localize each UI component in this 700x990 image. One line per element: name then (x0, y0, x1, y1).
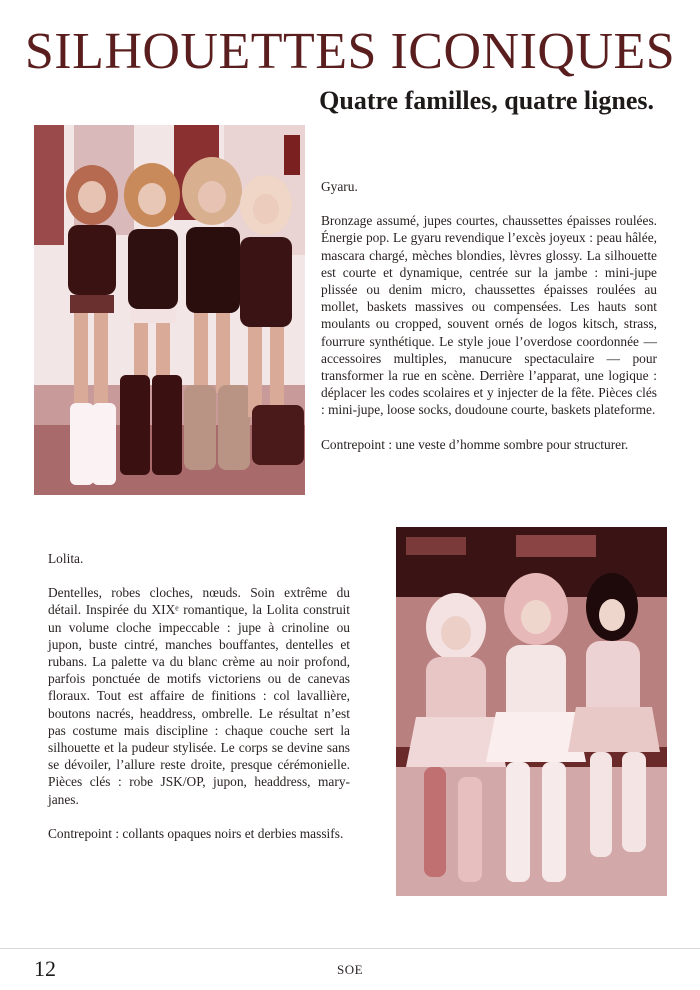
lolita-photo-illustration (396, 527, 667, 896)
gyaru-body: Bronzage assumé, jupes courtes, chaussettes épaisses roulées. Énergie pop. Le gyaru revendique l’excès joyeux : peau hâlée, mascara chargé, mèches blondies, lèvres glossy. La silhouette est courte et dynamique, centrée sur la jambe : mini-jupe plissée ou denim micro, chaussettes épaisses roulées au mollet, baskets massives ou compensées. Les hauts sont moulants ou cropped, souvent ornés de logos kitsch, strass, fourrure synthétique. Le style joue l’overdose coordonnée — accessoires multiples, manucure spectaculaire — pour transformer la rue en scène. Derrière l’apparat, une logique : déplacer les codes scolaires et y injecter de la fête. Pièces clés : mini-jupe, loose socks, doudoune courte, baskets plateforme. (321, 213, 657, 418)
footer-divider (0, 948, 700, 949)
gyaru-text-column (321, 178, 657, 470)
page-number: 12 (34, 956, 56, 981)
lolita-counterpoint: Contrepoint : collants opaques noirs et derbies massifs. (48, 825, 344, 841)
footer-mark: SOE (336, 962, 364, 977)
lolita-text-column (48, 550, 350, 859)
gyaru-heading: Gyaru. (321, 179, 358, 194)
gyaru-counterpoint: Contrepoint : une veste d’homme sombre pour structurer. (321, 436, 629, 452)
gyaru-photo (34, 125, 305, 495)
page-title: SILHOUETTES ICONIQUES (24, 23, 676, 80)
lolita-photo (396, 527, 667, 896)
lolita-body: Dentelles, robes cloches, nœuds. Soin extrême du détail. Inspirée du XIXᵉ romantique, la Lolita construit un volume cloche impeccable : jupe à crinoline ou jupon, buste cintré, manches bouffantes, dentelles et rubans. La palette va du blanc crème au noir profond, parfois ponctuée de motifs victoriens ou de canevas floraux. Tout est affaire de finitions : col lavallière, boutons nacrés, headdress, ombrelle. Le résultat n’est pas costume mais discipline : chaque couche sert la silhouette et la pudeur stylisée. Le corps se devine sans se dévoiler, l’allure reste droite, presque cérémonielle. Pièces clés : robe JSK/OP, jupon, headdress, mary-janes. (48, 585, 350, 807)
page-subtitle: Quatre familles, quatre lignes. (319, 86, 654, 115)
lolita-heading: Lolita. (48, 551, 84, 566)
gyaru-photo-illustration (34, 125, 305, 495)
